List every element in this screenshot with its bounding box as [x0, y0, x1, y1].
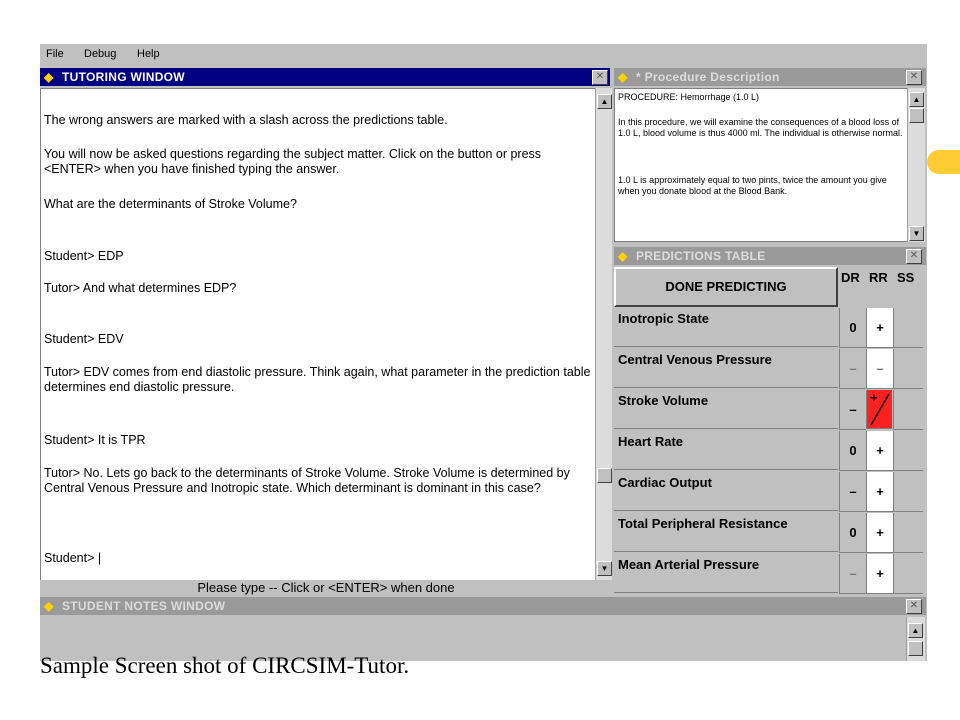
row-label: Mean Arterial Pressure	[614, 554, 838, 593]
row-label: Stroke Volume	[614, 390, 838, 429]
transcript-line: You will now be asked questions regarding the subject matter. Click on the button or press <ENTER> when you have finished typing the answer.	[44, 147, 542, 176]
transcript-line: Tutor> And what determines EDP?	[44, 281, 237, 295]
table-row	[614, 554, 924, 594]
scrollbar-thumb[interactable]	[908, 641, 923, 656]
prediction-cell-rr-wrong[interactable]	[866, 390, 892, 429]
procedure-window-titlebar[interactable]	[614, 68, 926, 86]
transcript-line: Student> It is TPR	[44, 433, 146, 447]
prediction-cell-dr[interactable]: –	[839, 472, 866, 512]
transcript-line: Student> EDP	[44, 249, 124, 263]
prediction-cell-ss[interactable]	[893, 390, 923, 430]
row-label: Central Venous Pressure	[614, 349, 838, 388]
prediction-cell-rr[interactable]: +	[866, 308, 893, 348]
procedure-description-text	[614, 88, 908, 242]
prediction-cell-dr[interactable]: 0	[839, 513, 866, 553]
status-bar	[40, 580, 612, 596]
prediction-cell-ss[interactable]	[893, 513, 923, 553]
prediction-cell-ss[interactable]	[893, 349, 923, 389]
transcript-line: Student> EDV	[44, 332, 124, 346]
prediction-cell-ss[interactable]	[893, 308, 923, 348]
app-window-icon: ◆	[618, 249, 628, 263]
tutoring-scrollbar[interactable]	[595, 88, 612, 582]
done-predicting-button[interactable]: DONE PREDICTING	[614, 267, 838, 307]
table-row	[614, 349, 924, 389]
procedure-paragraph: 1.0 L is approximately equal to two pints, twice the amount you give when you donate blood at the Blood Bank.	[618, 175, 887, 196]
app-window-icon: ◆	[618, 70, 628, 84]
decorative-shape	[927, 150, 960, 174]
column-header-dr: DR	[841, 270, 860, 285]
scroll-up-arrow-icon[interactable]: ▲	[597, 94, 612, 109]
status-text: Please type -- Click or <ENTER> when done	[197, 580, 455, 595]
tutoring-window-title: TUTORING WINDOW	[62, 70, 185, 84]
predictions-window-titlebar[interactable]	[614, 247, 926, 265]
prediction-cell-rr[interactable]: –	[866, 349, 893, 389]
prediction-cell-dr[interactable]: –	[839, 349, 866, 389]
table-row	[614, 308, 924, 348]
menu-debug[interactable]: Debug	[84, 48, 117, 60]
prediction-cell-rr[interactable]: +	[866, 513, 893, 553]
tutoring-transcript[interactable]	[40, 88, 596, 582]
scroll-down-arrow-icon[interactable]: ▼	[597, 561, 612, 576]
prediction-cell-dr[interactable]: 0	[839, 308, 866, 348]
row-label: Heart Rate	[614, 431, 838, 470]
procedure-scrollbar[interactable]	[907, 88, 925, 242]
app-window-icon: ◆	[44, 599, 54, 613]
transcript-line: The wrong answers are marked with a slash across the predictions table.	[44, 113, 448, 127]
table-row	[614, 390, 924, 430]
transcript-line: Tutor> No. Lets go back to the determinants of Stroke Volume. Stroke Volume is determined by Central Venous Pressure and Inotropic state. Which determinant is dominant in this case?	[44, 466, 570, 495]
prediction-cell-dr[interactable]: –	[839, 390, 866, 430]
notes-scrollbar[interactable]	[906, 617, 925, 661]
table-row	[614, 472, 924, 512]
close-icon[interactable]: ✕	[906, 70, 922, 85]
transcript-line: Tutor> EDV comes from end diastolic pressure. Think again, what parameter in the prediction table determines end diastolic pressure.	[44, 365, 591, 394]
prediction-cell-ss[interactable]	[893, 554, 923, 594]
tutoring-window-titlebar[interactable]	[40, 68, 610, 86]
figure-caption: Sample Screen shot of CIRCSIM-Tutor.	[40, 653, 410, 678]
menu-bar	[40, 44, 927, 66]
prediction-cell-rr[interactable]: +	[866, 554, 893, 594]
predictions-window-title: PREDICTIONS TABLE	[636, 249, 766, 263]
row-label: Inotropic State	[614, 308, 838, 347]
close-icon[interactable]: ✕	[592, 70, 608, 85]
procedure-window-title: * Procedure Description	[636, 70, 780, 84]
column-header-ss: SS	[897, 270, 915, 285]
prediction-cell-dr[interactable]: 0	[839, 431, 866, 471]
table-row	[614, 431, 924, 471]
prediction-cell-dr[interactable]: –	[839, 554, 866, 594]
scrollbar-thumb[interactable]	[597, 468, 612, 483]
menu-file[interactable]: File	[46, 48, 64, 60]
row-label: Total Peripheral Resistance	[614, 513, 838, 552]
scroll-up-arrow-icon[interactable]: ▲	[908, 623, 923, 638]
column-header-rr: RR	[869, 270, 888, 285]
notes-window-titlebar[interactable]	[40, 597, 926, 615]
transcript-line: What are the determinants of Stroke Volume?	[44, 197, 297, 211]
menu-help[interactable]: Help	[137, 48, 160, 60]
prediction-cell-ss[interactable]	[893, 472, 923, 512]
procedure-paragraph: In this procedure, we will examine the consequences of a blood loss of 1.0 L, blood volume is thus 4000 ml. The individual is otherwise normal.	[618, 117, 903, 138]
prediction-cell-rr[interactable]: +	[866, 472, 893, 512]
close-icon[interactable]: ✕	[906, 249, 922, 264]
close-icon[interactable]: ✕	[906, 599, 922, 614]
table-row	[614, 513, 924, 553]
app-window-icon: ◆	[44, 70, 54, 84]
procedure-heading: PROCEDURE: Hemorrhage (1.0 L)	[618, 92, 760, 102]
notes-window-title: STUDENT NOTES WINDOW	[62, 599, 226, 613]
scroll-up-arrow-icon[interactable]: ▲	[909, 92, 924, 107]
student-input-line[interactable]: Student> |	[44, 551, 102, 565]
scroll-down-arrow-icon[interactable]: ▼	[909, 226, 924, 241]
prediction-value: +	[870, 390, 878, 405]
prediction-cell-rr[interactable]: +	[866, 431, 893, 471]
prediction-cell-ss[interactable]	[893, 431, 923, 471]
row-label: Cardiac Output	[614, 472, 838, 511]
scrollbar-thumb[interactable]	[909, 108, 924, 123]
wrong-answer-slash-icon	[867, 390, 893, 429]
